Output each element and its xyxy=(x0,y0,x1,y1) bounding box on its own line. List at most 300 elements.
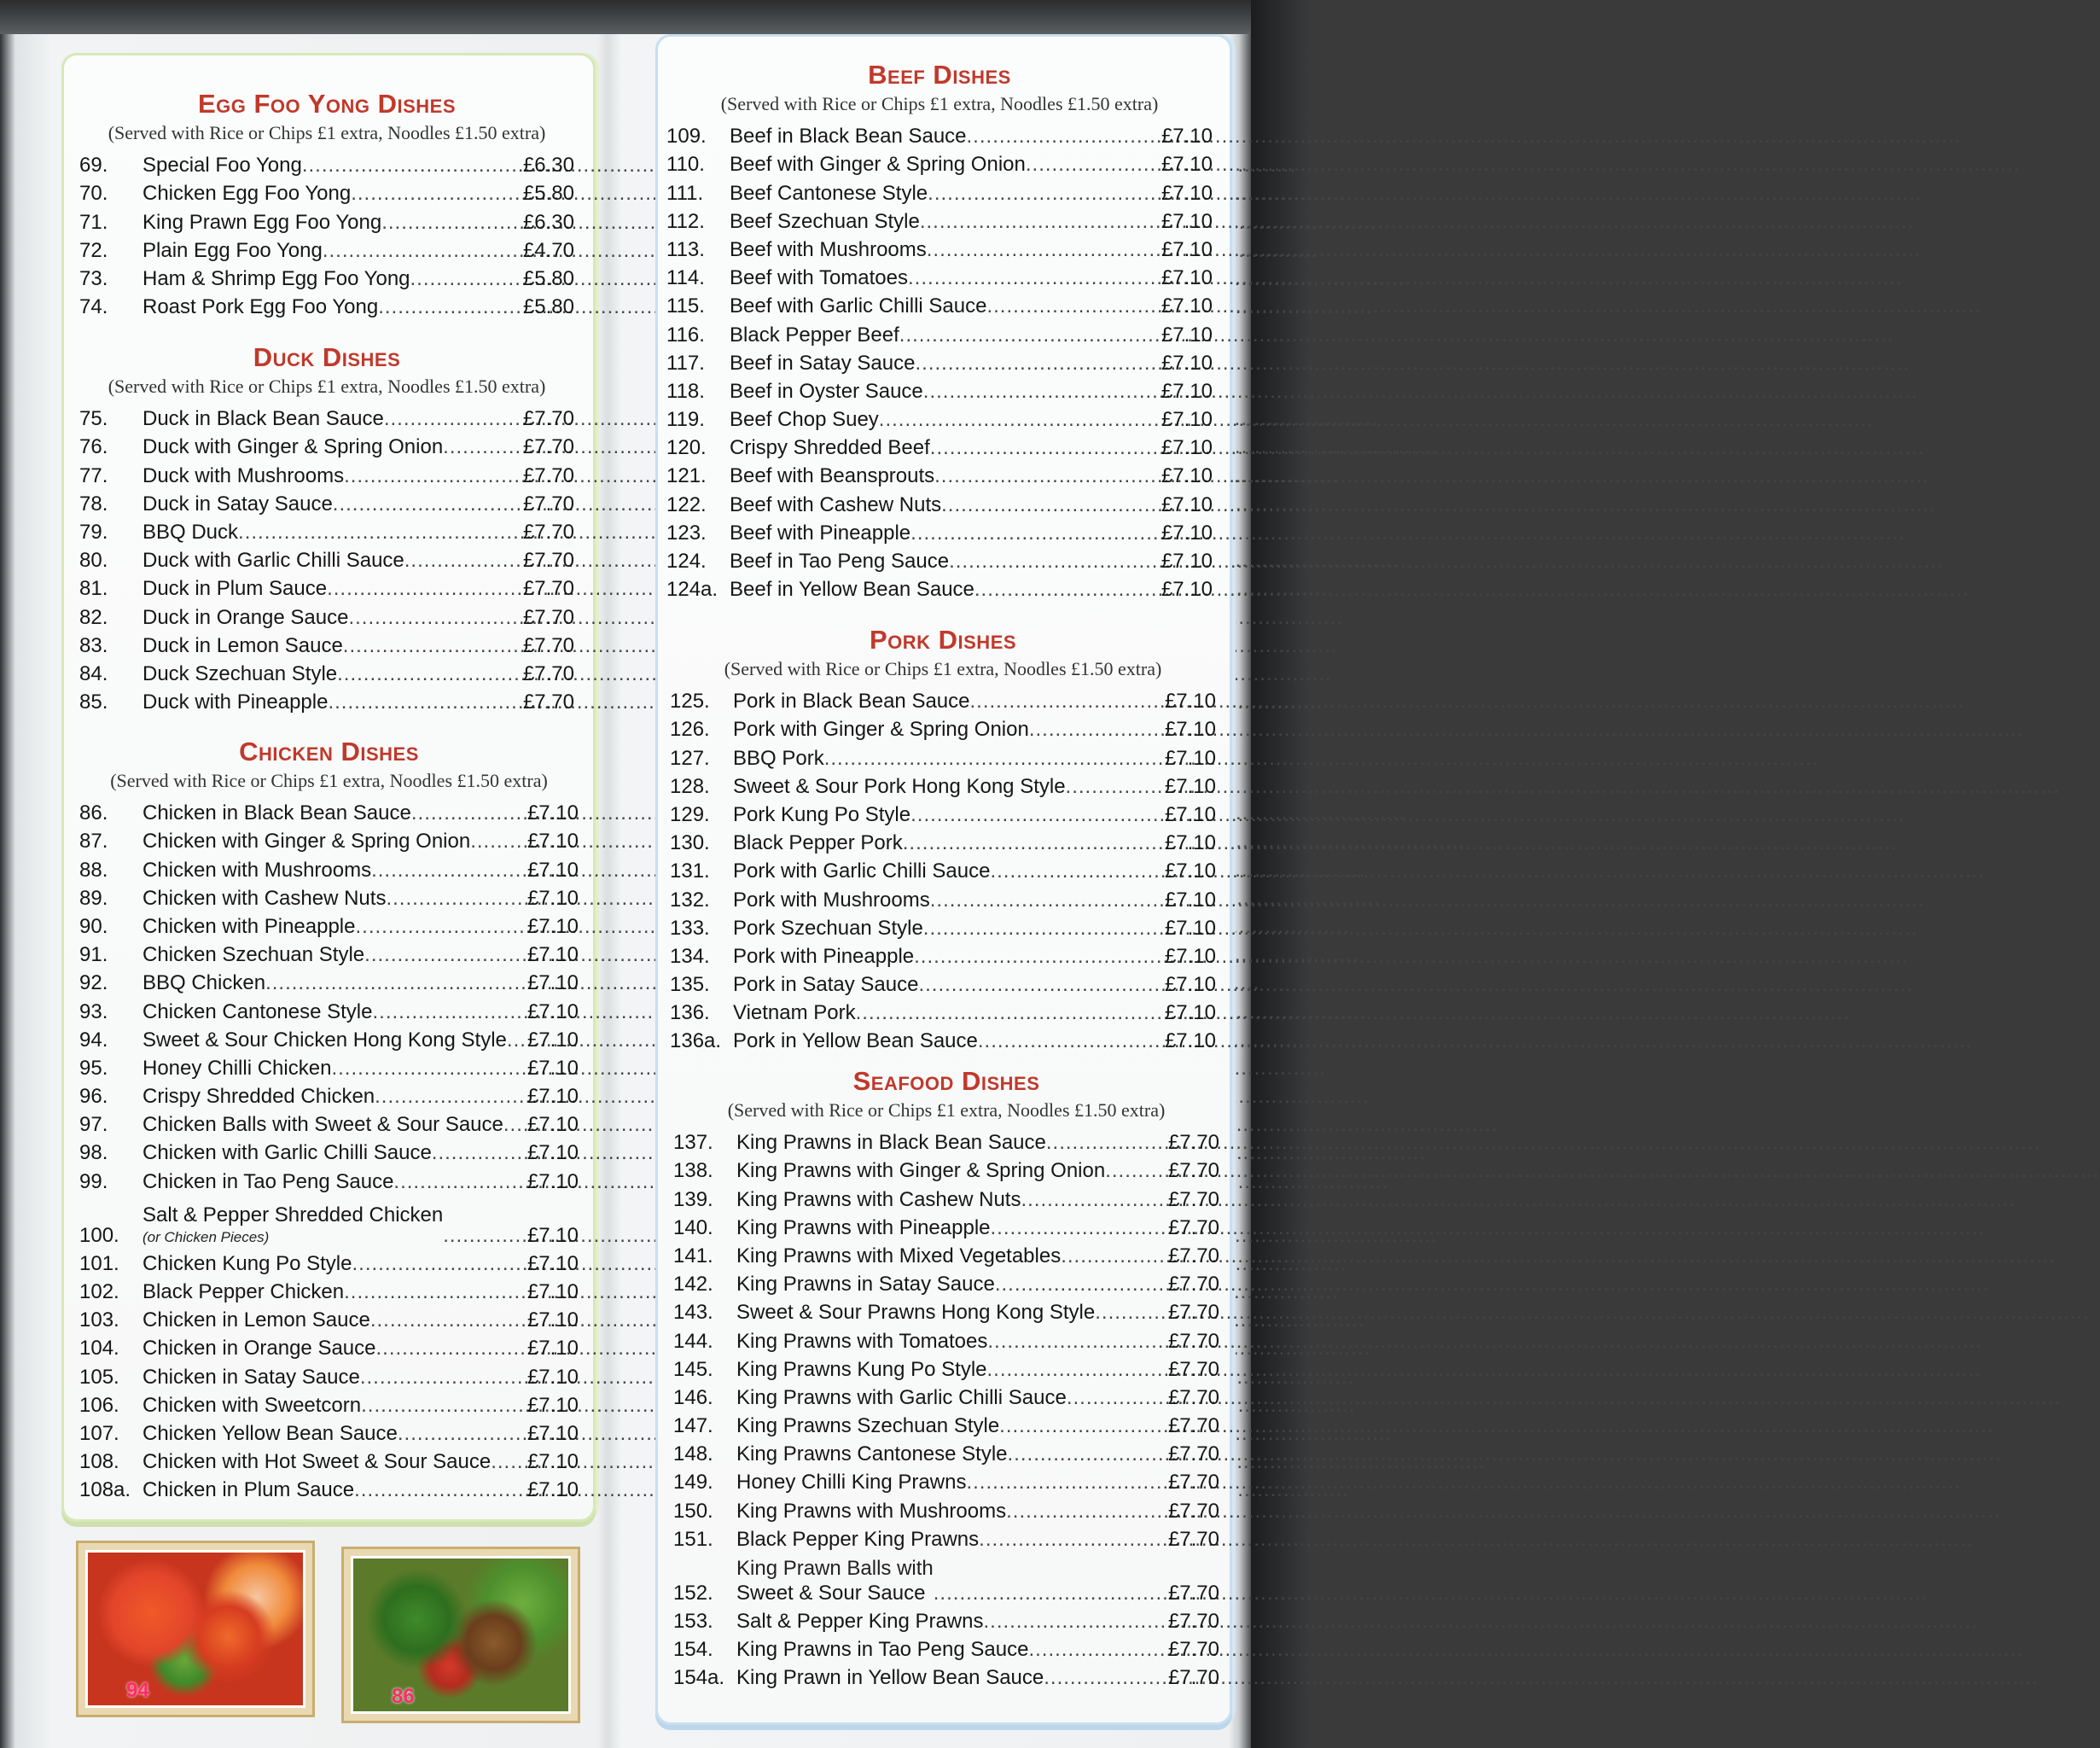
item-name-group xyxy=(143,1308,370,1332)
item-number: 108. xyxy=(79,1450,119,1474)
item-name-group xyxy=(733,775,1066,799)
menu-item xyxy=(666,460,1213,488)
dot-leader xyxy=(343,634,521,658)
dot-leader xyxy=(1029,718,1163,742)
dot-leader xyxy=(393,1170,526,1194)
black-bean-chicken-photo-icon xyxy=(344,1549,578,1721)
item-number: 138. xyxy=(673,1159,713,1183)
dot-leader xyxy=(1067,1386,1166,1410)
item-name: Black Pepper Pork xyxy=(733,831,903,855)
item-price: £7.70 xyxy=(1167,1527,1219,1551)
item-name-group xyxy=(736,1358,987,1382)
item-number: 131. xyxy=(670,859,710,883)
item-price: £7.10 xyxy=(526,886,579,910)
item-name-group xyxy=(733,859,990,883)
menu-item xyxy=(79,178,574,206)
menu-item xyxy=(79,206,574,234)
item-name: Pork with Ginger & Spring Onion xyxy=(733,718,1029,742)
item-list xyxy=(79,149,574,319)
item-name: Chicken Cantonese Style xyxy=(143,999,373,1023)
item-number: 146. xyxy=(673,1385,713,1409)
item-name-group xyxy=(143,1203,443,1248)
item-name: Special Foo Yong xyxy=(143,154,302,178)
item-name: Beef with Beansprouts xyxy=(730,464,935,488)
dot-leader xyxy=(398,1422,526,1446)
item-name: King Prawns with Tomatoes xyxy=(736,1329,988,1353)
menu-item xyxy=(79,1361,579,1389)
dot-leader xyxy=(967,125,1160,149)
item-name: Duck with Mushrooms xyxy=(143,463,345,487)
item-number: 109. xyxy=(666,125,707,149)
item-price: £4.70 xyxy=(522,238,574,262)
item-list xyxy=(666,120,1213,602)
item-price: £5.80 xyxy=(522,295,574,319)
menu-item xyxy=(79,545,574,573)
item-name: Chicken with Pineapple xyxy=(143,914,356,938)
item-price: £7.10 xyxy=(1161,266,1213,290)
item-price: £7.70 xyxy=(1167,1215,1219,1239)
dot-leader xyxy=(974,578,1160,602)
menu-item xyxy=(79,825,579,854)
item-name: Pork in Yellow Bean Sauce xyxy=(733,1029,978,1053)
photo-label: 86 xyxy=(392,1685,415,1708)
item-number: 116. xyxy=(666,323,705,347)
item-price: £7.10 xyxy=(1161,464,1213,488)
menu-item xyxy=(673,1662,1219,1690)
item-number: 121. xyxy=(666,464,707,488)
item-price: £7.10 xyxy=(1161,181,1213,205)
item-name-group xyxy=(730,550,949,574)
item-number: 79. xyxy=(79,520,108,544)
item-name: Beef with Tomatoes xyxy=(730,266,909,290)
item-number: 94. xyxy=(79,1028,108,1052)
item-name: Beef with Mushrooms xyxy=(730,237,927,261)
menu-item xyxy=(79,1474,579,1502)
item-subtext: King Prawn Balls with xyxy=(736,1556,934,1580)
item-name: Pork Kung Po Style xyxy=(733,802,911,826)
item-number: 95. xyxy=(79,1056,108,1080)
item-price: £7.70 xyxy=(1167,1581,1219,1605)
menu-item xyxy=(79,630,574,658)
menu-item xyxy=(673,1552,1219,1605)
dot-leader xyxy=(915,352,1159,376)
menu-item xyxy=(666,262,1213,290)
item-number: 129. xyxy=(670,802,710,826)
item-name: Honey Chilli Chicken xyxy=(143,1056,332,1080)
menu-item xyxy=(673,1155,1219,1183)
item-price: £7.70 xyxy=(1167,1329,1219,1353)
item-number: 107. xyxy=(79,1421,119,1445)
item-price: £7.70 xyxy=(522,605,574,629)
item-number: 92. xyxy=(79,971,108,995)
item-name: King Prawns with Ginger & Spring Onion xyxy=(736,1159,1106,1183)
menu-item xyxy=(79,488,574,516)
item-name: Vietnam Pork xyxy=(733,1001,856,1025)
item-price: £7.10 xyxy=(1164,774,1216,798)
menu-item xyxy=(79,403,574,431)
item-name: Chicken with Garlic Chilli Sauce xyxy=(143,1141,432,1165)
dot-leader xyxy=(927,238,1160,262)
item-name: King Prawns with Mushrooms xyxy=(736,1499,1007,1523)
item-name-group xyxy=(143,182,351,206)
item-number: 103. xyxy=(79,1308,119,1332)
dot-leader xyxy=(360,1366,526,1390)
item-price: £7.10 xyxy=(1164,859,1216,883)
item-name-group xyxy=(143,577,327,601)
dot-leader xyxy=(361,1394,526,1418)
menu-item xyxy=(673,1382,1219,1410)
item-name: BBQ Pork xyxy=(733,746,824,770)
item-price: £7.70 xyxy=(1167,1414,1219,1438)
item-name-group xyxy=(143,801,411,825)
item-price: £7.10 xyxy=(1164,888,1216,912)
item-price: £7.10 xyxy=(526,858,579,882)
item-number: 100. xyxy=(79,1223,119,1247)
dot-leader xyxy=(375,1085,526,1109)
section-note: (Served with Rice or Chips £1 extra, Noodles £1.50 extra) xyxy=(727,1099,1166,1121)
menu-item xyxy=(79,459,574,487)
menu-item xyxy=(666,234,1213,262)
item-name-group xyxy=(733,690,970,714)
item-name-group xyxy=(733,1029,978,1053)
item-name: Pork with Garlic Chilli Sauce xyxy=(733,859,991,883)
menu-item xyxy=(79,1137,579,1165)
item-number: 151. xyxy=(673,1527,713,1551)
duck-section xyxy=(79,341,574,714)
item-name-group xyxy=(733,747,824,771)
dot-leader xyxy=(333,492,521,516)
item-name-group xyxy=(736,1556,934,1605)
item-name-group xyxy=(143,407,384,431)
item-name: King Prawns with Garlic Chilli Sauce xyxy=(736,1385,1067,1409)
menu-item xyxy=(673,1212,1219,1240)
item-name-group xyxy=(143,239,323,263)
item-name: Beef Cantonese Style xyxy=(730,181,928,205)
item-name: Duck in Lemon Sauce xyxy=(143,633,343,657)
item-number: 135. xyxy=(670,973,710,997)
item-name: Beef in Tao Peng Sauce xyxy=(730,550,950,573)
item-name: Chicken in Satay Sauce xyxy=(143,1365,360,1389)
dot-leader xyxy=(1061,1244,1166,1268)
item-number: 75. xyxy=(79,407,108,431)
dot-leader xyxy=(331,1057,526,1081)
item-list xyxy=(79,403,574,714)
menu-item xyxy=(666,432,1213,460)
menu-item xyxy=(666,488,1213,516)
menu-item xyxy=(79,149,574,178)
dot-leader xyxy=(370,1308,526,1332)
menu-item xyxy=(79,431,574,459)
left-menu-panel xyxy=(61,53,596,1522)
dot-leader xyxy=(302,154,521,178)
item-name: Black Pepper King Prawns xyxy=(736,1527,980,1551)
menu-item xyxy=(79,235,574,263)
dot-leader xyxy=(930,436,1160,460)
item-price: £7.70 xyxy=(522,577,574,601)
dot-leader xyxy=(923,917,1163,941)
item-number: 87. xyxy=(79,830,108,854)
menu-item xyxy=(79,291,574,319)
menu-item xyxy=(670,912,1216,941)
item-name: Sweet & Sour Sauce xyxy=(736,1581,926,1605)
item-number: 114. xyxy=(666,266,705,290)
item-price: £7.10 xyxy=(526,1280,579,1303)
item-name: King Prawn in Yellow Bean Sauce xyxy=(736,1666,1044,1690)
dot-leader xyxy=(923,380,1160,404)
item-number: 82. xyxy=(79,605,108,629)
dot-leader xyxy=(384,407,521,431)
item-list xyxy=(79,797,579,1502)
item-name-group xyxy=(730,238,927,262)
item-name-group xyxy=(736,1442,1008,1466)
item-name-group xyxy=(143,1170,393,1194)
dot-leader xyxy=(999,1414,1166,1438)
item-name-group xyxy=(736,1610,984,1634)
item-price: £7.70 xyxy=(1167,1357,1219,1381)
item-price: £7.10 xyxy=(1164,831,1216,855)
menu-item xyxy=(670,742,1216,770)
menu-item xyxy=(79,1248,579,1276)
dot-leader xyxy=(903,831,1163,855)
item-name: Beef with Ginger & Spring Onion xyxy=(730,153,1026,177)
item-name-group xyxy=(143,1337,376,1361)
item-name: King Prawns with Cashew Nuts xyxy=(736,1187,1021,1211)
item-number: 149. xyxy=(673,1471,713,1495)
dot-leader xyxy=(1044,1666,1166,1690)
item-price: £7.10 xyxy=(526,1421,579,1445)
item-number: 134. xyxy=(670,944,710,968)
item-list xyxy=(673,1127,1219,1690)
menu-item xyxy=(79,1081,579,1109)
item-number: 77. xyxy=(79,463,108,487)
item-number: 126. xyxy=(670,718,710,742)
item-price: £7.10 xyxy=(1161,379,1213,403)
item-number: 72. xyxy=(79,238,108,262)
menu-item xyxy=(673,1240,1219,1268)
menu-item xyxy=(670,1025,1216,1053)
item-price: £7.10 xyxy=(1161,351,1213,375)
item-price: £6.30 xyxy=(522,210,574,234)
item-number: 83. xyxy=(79,633,108,657)
item-number: 78. xyxy=(79,492,108,516)
item-price: £7.10 xyxy=(1161,153,1213,177)
dot-leader xyxy=(928,182,1160,206)
menu-item xyxy=(673,1268,1219,1296)
sweet-sour-chicken-photo-icon xyxy=(79,1543,312,1715)
item-name-group xyxy=(736,1131,1046,1155)
menu-item xyxy=(79,854,579,882)
dot-leader xyxy=(1008,1442,1166,1466)
item-name-group xyxy=(733,831,903,855)
dot-leader xyxy=(1095,1301,1166,1325)
menu-item xyxy=(670,771,1216,799)
item-name: Duck with Garlic Chilli Sauce xyxy=(143,549,404,573)
item-name-group xyxy=(730,493,941,517)
item-name-group xyxy=(143,295,378,319)
item-name: Crispy Shredded Beef xyxy=(730,436,930,460)
item-name: Beef in Black Bean Sauce xyxy=(730,125,967,149)
item-name-group xyxy=(143,1113,503,1137)
item-number: 91. xyxy=(79,943,108,967)
item-number: 106. xyxy=(79,1393,119,1417)
dot-leader xyxy=(1046,1131,1166,1155)
item-number: 104. xyxy=(79,1337,119,1361)
item-name-group xyxy=(143,606,348,630)
dot-leader xyxy=(1105,1159,1166,1183)
section-title: Egg Foo Yong Dishes xyxy=(197,89,457,119)
section-title: Duck Dishes xyxy=(253,342,401,372)
item-number: 120. xyxy=(666,436,707,460)
item-name-group xyxy=(733,718,1029,742)
item-price: £7.10 xyxy=(1164,718,1216,742)
item-price: £7.10 xyxy=(526,1365,579,1389)
dot-leader xyxy=(404,549,521,573)
menu-item xyxy=(79,797,579,825)
item-number: 119. xyxy=(666,408,705,432)
menu-item xyxy=(79,1418,579,1446)
item-price: £7.10 xyxy=(1164,973,1216,997)
item-price: £7.70 xyxy=(522,463,574,487)
item-name-group xyxy=(143,662,337,686)
item-price: £6.30 xyxy=(522,154,574,178)
item-name: Duck in Plum Sauce xyxy=(143,577,328,601)
menu-item xyxy=(673,1296,1219,1325)
dot-leader xyxy=(987,1330,1166,1354)
item-name: Crispy Shredded Chicken xyxy=(143,1085,375,1109)
item-name: Roast Pork Egg Foo Yong xyxy=(143,295,379,319)
menu-item xyxy=(670,714,1216,742)
menu-item xyxy=(673,1495,1219,1523)
item-price: £7.10 xyxy=(526,830,579,854)
dot-leader xyxy=(995,1273,1166,1296)
item-number: 130. xyxy=(670,831,710,855)
item-name-group xyxy=(143,971,265,995)
item-name: Chicken in Plum Sauce xyxy=(143,1478,355,1502)
dot-leader xyxy=(328,690,521,714)
item-price: £7.10 xyxy=(526,1337,579,1361)
menu-item xyxy=(670,685,1216,714)
item-price: £7.10 xyxy=(526,1393,579,1417)
item-name: Beef in Oyster Sauce xyxy=(730,379,923,403)
beef-section xyxy=(666,59,1213,602)
item-name-group xyxy=(143,1394,361,1418)
item-name-group xyxy=(143,1280,344,1304)
dot-leader xyxy=(381,211,521,235)
section-note: (Served with Rice or Chips £1 extra, Noodles £1.50 extra) xyxy=(724,658,1162,679)
item-price: £7.10 xyxy=(1164,690,1216,714)
item-name: Sweet & Sour Chicken Hong Kong Style xyxy=(143,1028,507,1052)
item-number: 73. xyxy=(79,266,108,290)
item-number: 86. xyxy=(79,801,108,825)
item-price: £7.10 xyxy=(526,999,579,1023)
item-subtext: (or Chicken Pieces) xyxy=(143,1228,270,1245)
item-number: 102. xyxy=(79,1280,119,1303)
dot-leader xyxy=(1006,1500,1166,1524)
dot-leader xyxy=(378,295,521,319)
item-number: 147. xyxy=(673,1414,713,1438)
item-price: £7.10 xyxy=(1161,436,1213,460)
item-price: £7.70 xyxy=(522,661,574,685)
menu-item xyxy=(79,939,579,967)
menu-item xyxy=(79,1446,579,1474)
item-name: King Prawns in Satay Sauce xyxy=(736,1273,995,1296)
item-price: £7.10 xyxy=(1164,1001,1216,1025)
item-number: 124a. xyxy=(666,578,718,602)
menu-item xyxy=(673,1325,1219,1353)
dot-leader xyxy=(432,1141,526,1165)
menu-item xyxy=(79,1304,579,1332)
dot-leader xyxy=(507,1028,526,1052)
dot-leader xyxy=(914,945,1163,969)
item-number: 69. xyxy=(79,154,108,178)
dot-leader xyxy=(920,210,1160,234)
item-price: £7.10 xyxy=(526,1223,579,1247)
item-name-group xyxy=(143,1141,432,1165)
item-name-group xyxy=(730,464,934,488)
item-price: £7.10 xyxy=(1164,944,1216,968)
item-number: 117. xyxy=(666,351,705,375)
dot-leader xyxy=(970,690,1163,714)
menu-item xyxy=(79,573,574,601)
dot-leader xyxy=(265,971,526,995)
item-price: £7.70 xyxy=(1167,1385,1219,1409)
item-name: Chicken Yellow Bean Sauce xyxy=(143,1421,398,1445)
item-name: Salt & Pepper King Prawns xyxy=(736,1610,984,1633)
item-number: 154a. xyxy=(673,1666,725,1690)
menu-item xyxy=(673,1605,1219,1634)
item-name: Pork in Satay Sauce xyxy=(733,973,919,997)
dot-leader xyxy=(910,521,1160,545)
dot-leader xyxy=(344,1280,526,1304)
menu-item xyxy=(79,1390,579,1418)
item-name-group xyxy=(730,125,967,149)
dot-leader xyxy=(355,915,525,939)
section-note: (Served with Rice or Chips £1 extra, Noodles £1.50 extra) xyxy=(720,93,1159,114)
item-price: £7.70 xyxy=(522,407,574,431)
item-name: Chicken with Sweetcorn xyxy=(143,1393,362,1417)
item-name: Black Pepper Beef xyxy=(730,323,899,347)
section-note: (Served with Rice or Chips £1 extra, Noodles £1.50 extra) xyxy=(108,376,546,397)
dot-leader xyxy=(372,1000,525,1024)
item-price: £7.10 xyxy=(1161,125,1213,149)
item-name: Pork with Pineapple xyxy=(733,944,915,968)
item-number: 152. xyxy=(673,1581,713,1605)
dot-leader xyxy=(910,803,1163,827)
item-name: Duck with Ginger & Spring Onion xyxy=(143,435,444,459)
item-number: 140. xyxy=(673,1215,713,1239)
item-number: 125. xyxy=(670,690,710,714)
item-name: Chicken with Mushrooms xyxy=(143,858,372,882)
item-name-group xyxy=(730,380,923,404)
item-name: Chicken with Ginger & Spring Onion xyxy=(143,830,471,854)
menu-item xyxy=(79,883,579,911)
dot-leader xyxy=(348,606,521,630)
item-price: £7.70 xyxy=(522,492,574,516)
item-name: Duck in Satay Sauce xyxy=(143,492,333,516)
menu-item xyxy=(670,827,1216,855)
item-price: £7.70 xyxy=(1167,1159,1219,1183)
item-number: 136. xyxy=(670,1001,710,1025)
item-name-group xyxy=(733,917,923,941)
item-number: 70. xyxy=(79,182,108,206)
item-name: Beef Szechuan Style xyxy=(730,209,920,233)
menu-item xyxy=(79,658,574,686)
item-price: £7.10 xyxy=(1161,492,1213,516)
item-name-group xyxy=(143,1085,375,1109)
item-number: 118. xyxy=(666,379,705,403)
menu-item xyxy=(670,969,1216,997)
item-name-group xyxy=(736,1528,979,1552)
